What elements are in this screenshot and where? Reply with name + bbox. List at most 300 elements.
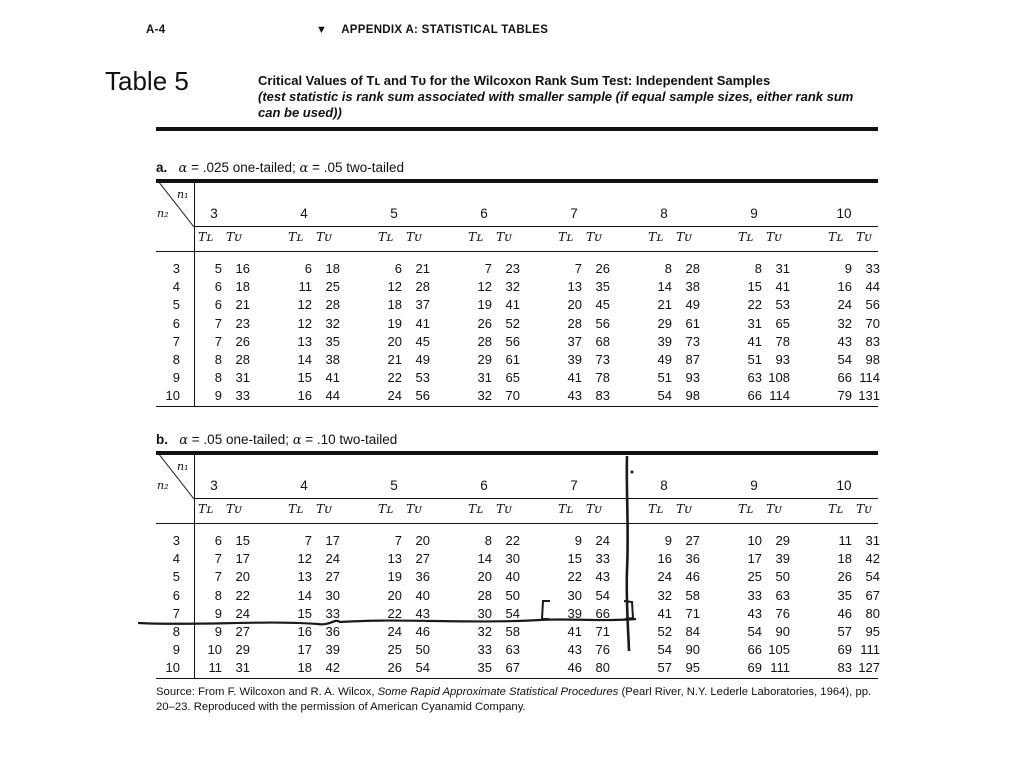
table-subheader-rule: [156, 251, 878, 252]
tl-value: 6: [214, 297, 222, 313]
tl-value: 7: [574, 261, 582, 276]
row-label-n2: 6: [172, 587, 180, 603]
tl-value: 7: [214, 569, 222, 585]
tl-value: 22: [747, 297, 762, 313]
tu-value: 31: [865, 533, 880, 548]
tu-header: Tᴜ: [856, 501, 872, 516]
tu-value: 67: [865, 587, 880, 603]
tu-value: 56: [415, 388, 430, 404]
tl-header: Tʟ: [378, 501, 394, 516]
tl-value: 8: [214, 587, 222, 603]
tu-value: 67: [505, 660, 520, 676]
tl-value: 39: [567, 605, 582, 621]
tu-value: 71: [595, 624, 610, 639]
table-header-rule: [194, 498, 878, 499]
tu-value: 70: [505, 388, 520, 404]
n1-column-header: 6: [480, 206, 488, 221]
tu-value: 33: [325, 605, 340, 621]
tu-value: 54: [505, 605, 520, 621]
tl-value: 8: [214, 370, 222, 386]
tl-value: 12: [297, 297, 312, 313]
table-top-rule: [156, 179, 878, 183]
row-label-n2: 4: [172, 279, 180, 295]
tl-value: 7: [304, 533, 312, 548]
tu-value: 76: [775, 605, 790, 621]
tu-value: 41: [505, 297, 520, 313]
table-top-rule: [156, 451, 878, 455]
tl-value: 54: [657, 642, 672, 658]
tl-value: 52: [657, 624, 672, 639]
tu-value: 63: [775, 587, 790, 603]
tu-value: 70: [865, 315, 880, 331]
tl-value: 9: [844, 261, 852, 276]
tl-value: 13: [387, 551, 402, 567]
tl-value: 10: [747, 533, 762, 548]
tl-value: 11: [208, 660, 222, 676]
tu-value: 78: [775, 333, 790, 349]
tl-value: 46: [837, 605, 852, 621]
tl-header: Tʟ: [198, 229, 214, 244]
row-label-n2: 8: [172, 624, 180, 639]
tu-value: 18: [325, 261, 340, 276]
tl-value: 54: [747, 624, 762, 639]
tu-header: Tᴜ: [226, 501, 242, 516]
tu-value: 25: [325, 279, 340, 295]
tl-value: 39: [567, 352, 582, 367]
heading-text: = .05 one-tailed;: [188, 432, 293, 447]
tl-value: 11: [838, 533, 852, 548]
tu-value: 20: [235, 569, 250, 585]
tl-value: 12: [387, 279, 402, 295]
source-note: [156, 685, 880, 715]
tl-value: 8: [664, 261, 672, 276]
n1-column-header: 5: [390, 478, 398, 493]
row-label-n2: 5: [172, 569, 180, 585]
tu-value: 41: [325, 370, 340, 386]
tl-value: 63: [747, 370, 762, 386]
tu-value: 54: [865, 569, 880, 585]
tu-value: 36: [415, 569, 430, 585]
tu-value: 90: [685, 642, 700, 658]
corner-diagonal-line: [158, 181, 194, 227]
tu-value: 73: [595, 352, 610, 367]
running-title-text: APPENDIX A: STATISTICAL TABLES: [341, 24, 549, 36]
tu-value: 26: [235, 333, 250, 349]
alpha-symbol: α: [178, 161, 188, 176]
tu-value: 16: [235, 261, 250, 276]
tl-value: 19: [387, 569, 402, 585]
tu-value: 21: [415, 261, 430, 276]
tu-value: 41: [415, 315, 430, 331]
tu-value: 111: [770, 660, 790, 676]
tl-value: 9: [664, 533, 672, 548]
tl-value: 7: [214, 333, 222, 349]
section-b-heading: [156, 432, 397, 448]
row-label-n2: 3: [172, 533, 180, 548]
tu-value: 66: [595, 605, 610, 621]
tl-value: 15: [297, 605, 312, 621]
tl-value: 32: [477, 624, 492, 639]
tu-value: 93: [775, 352, 790, 367]
tl-value: 19: [387, 315, 402, 331]
tu-header: Tᴜ: [406, 229, 422, 244]
tu-header: Tᴜ: [316, 229, 332, 244]
tu-value: 73: [685, 333, 700, 349]
tl-value: 57: [657, 660, 672, 676]
tl-header: Tʟ: [558, 501, 574, 516]
tl-value: 51: [657, 370, 672, 386]
tl-value: 31: [747, 315, 762, 331]
tu-value: 53: [415, 370, 430, 386]
heading-text: = .025 one-tailed;: [187, 160, 300, 175]
n1-column-header: 5: [390, 206, 398, 221]
table-title: Critical Values of Tʟ and Tᴜ for the Wilcoxon Rank Sum Test: Independent Samples: [258, 73, 771, 88]
tl-header: Tʟ: [288, 229, 304, 244]
tl-value: 25: [747, 569, 762, 585]
table-bottom-rule: [156, 406, 878, 407]
row-label-n2: 7: [172, 333, 180, 349]
tl-value: 43: [567, 388, 582, 404]
tl-value: 35: [477, 660, 492, 676]
tu-value: 41: [775, 279, 790, 295]
tl-value: 12: [297, 315, 312, 331]
tl-value: 29: [657, 315, 672, 331]
tl-value: 16: [297, 624, 312, 639]
n1-column-header: 6: [480, 478, 488, 493]
tl-value: 7: [214, 551, 222, 567]
tl-value: 13: [297, 333, 312, 349]
tu-header: Tᴜ: [496, 501, 512, 516]
n1-column-header: 8: [660, 478, 668, 493]
tl-header: Tʟ: [468, 501, 484, 516]
tu-value: 46: [685, 569, 700, 585]
tl-value: 20: [567, 297, 582, 313]
tu-value: 52: [505, 315, 520, 331]
tl-value: 9: [214, 624, 222, 639]
tu-value: 21: [235, 297, 250, 313]
table-subtitle: (test statistic is rank sum associated with smaller sample (if equal sample sizes, either rank sum can be used)): [258, 89, 854, 120]
tu-value: 105: [768, 642, 790, 658]
table-bottom-rule: [156, 678, 878, 679]
tu-value: 68: [595, 333, 610, 349]
tl-value: 15: [567, 551, 582, 567]
tu-value: 84: [685, 624, 700, 639]
source-suffix: (Pearl River, N.Y. Lederle Laboratories, 1964), pp. 20–23. Reproduced with the permission of American Cyanamid Company.: [156, 686, 872, 713]
tu-value: 87: [685, 352, 700, 367]
tu-value: 95: [865, 624, 880, 639]
tu-value: 39: [775, 551, 790, 567]
tu-value: 23: [505, 261, 520, 276]
tl-value: 17: [297, 642, 312, 658]
tu-value: 58: [505, 624, 520, 639]
row-label-n2: 3: [172, 261, 180, 276]
tl-value: 25: [387, 642, 402, 658]
tu-value: 43: [415, 605, 430, 621]
tl-value: 7: [394, 533, 402, 548]
tl-value: 20: [477, 569, 492, 585]
tl-value: 26: [837, 569, 852, 585]
tu-value: 76: [595, 642, 610, 658]
tl-value: 54: [837, 352, 852, 367]
tu-value: 18: [235, 279, 250, 295]
tl-value: 18: [297, 660, 312, 676]
tu-value: 45: [415, 333, 430, 349]
tu-header: Tᴜ: [856, 229, 872, 244]
tl-value: 14: [297, 352, 312, 367]
tu-value: 127: [858, 660, 880, 676]
tu-value: 31: [775, 261, 790, 276]
tu-value: 38: [325, 352, 340, 367]
tu-value: 49: [685, 297, 700, 313]
tl-value: 18: [837, 551, 852, 567]
tl-header: Tʟ: [558, 229, 574, 244]
tu-value: 33: [595, 551, 610, 567]
tl-value: 15: [297, 370, 312, 386]
tu-value: 30: [505, 551, 520, 567]
page-number: A-4: [146, 24, 166, 36]
tu-value: 17: [235, 551, 250, 567]
tl-value: 24: [657, 569, 672, 585]
tl-value: 37: [567, 333, 582, 349]
tl-value: 9: [214, 388, 222, 404]
tl-value: 51: [747, 352, 762, 367]
corner-label-n2: n₂: [157, 207, 169, 220]
tl-value: 24: [387, 388, 402, 404]
tl-header: Tʟ: [198, 501, 214, 516]
tl-value: 41: [657, 605, 672, 621]
tl-value: 19: [477, 297, 492, 313]
n1-column-header: 9: [750, 206, 758, 221]
tu-value: 44: [325, 388, 340, 404]
n1-column-header: 4: [300, 206, 308, 221]
tu-value: 24: [595, 533, 610, 548]
tu-header: Tᴜ: [676, 501, 692, 516]
n1-column-header: 7: [570, 478, 578, 493]
tu-value: 28: [235, 352, 250, 367]
tu-value: 44: [865, 279, 880, 295]
tu-value: 108: [768, 370, 790, 386]
tu-value: 46: [415, 624, 430, 639]
n1-column-header: 3: [210, 206, 218, 221]
tu-value: 36: [325, 624, 340, 639]
tl-value: 33: [747, 587, 762, 603]
n1-column-header: 7: [570, 206, 578, 221]
n1-column-header: 4: [300, 478, 308, 493]
tl-value: 66: [837, 370, 852, 386]
tl-value: 43: [567, 642, 582, 658]
tu-value: 29: [775, 533, 790, 548]
tl-value: 54: [657, 388, 672, 404]
tl-value: 30: [567, 587, 582, 603]
tl-value: 32: [657, 587, 672, 603]
tl-value: 30: [477, 605, 492, 621]
tl-value: 13: [297, 569, 312, 585]
tl-value: 9: [214, 605, 222, 621]
tu-value: 80: [865, 605, 880, 621]
tu-value: 20: [415, 533, 430, 548]
tu-header: Tᴜ: [406, 501, 422, 516]
tl-value: 41: [567, 370, 582, 386]
tl-value: 33: [477, 642, 492, 658]
tu-value: 131: [858, 388, 880, 404]
tl-value: 21: [387, 352, 402, 367]
tl-value: 8: [754, 261, 762, 276]
n1-column-header: 9: [750, 478, 758, 493]
tl-value: 6: [214, 279, 222, 295]
tu-value: 49: [415, 352, 430, 367]
tu-value: 83: [865, 333, 880, 349]
tl-value: 6: [214, 533, 222, 548]
tl-value: 15: [747, 279, 762, 295]
tu-value: 78: [595, 370, 610, 386]
tl-value: 21: [657, 297, 672, 313]
source-prefix: Source: From F. Wilcoxon and R. A. Wilcox,: [156, 686, 378, 698]
tl-value: 35: [837, 587, 852, 603]
tl-value: 6: [394, 261, 402, 276]
tl-value: 24: [837, 297, 852, 313]
tu-value: 80: [595, 660, 610, 676]
tu-value: 50: [775, 569, 790, 585]
tl-value: 7: [214, 315, 222, 331]
tu-value: 53: [775, 297, 790, 313]
tl-value: 28: [477, 587, 492, 603]
tl-value: 29: [477, 352, 492, 367]
tu-value: 98: [685, 388, 700, 404]
tl-value: 24: [387, 624, 402, 639]
tl-value: 8: [214, 352, 222, 367]
tu-value: 30: [325, 587, 340, 603]
tl-value: 12: [477, 279, 492, 295]
tu-value: 38: [685, 279, 700, 295]
tl-value: 83: [837, 660, 852, 676]
tu-value: 95: [685, 660, 700, 676]
n1-column-header: 3: [210, 478, 218, 493]
tl-value: 41: [747, 333, 762, 349]
tl-header: Tʟ: [648, 501, 664, 516]
tu-value: 31: [235, 660, 250, 676]
tl-header: Tʟ: [648, 229, 664, 244]
tl-header: Tʟ: [828, 501, 844, 516]
tu-value: 42: [865, 551, 880, 567]
section-letter: a.: [156, 160, 168, 175]
alpha-symbol: α: [292, 433, 302, 448]
corner-diagonal: [156, 453, 196, 501]
tl-value: 32: [837, 315, 852, 331]
tu-value: 27: [685, 533, 700, 548]
tl-value: 43: [747, 605, 762, 621]
table-header-rule: [194, 226, 878, 227]
tu-value: 28: [415, 279, 430, 295]
tl-value: 66: [747, 388, 762, 404]
tu-value: 40: [505, 569, 520, 585]
tu-value: 26: [595, 261, 610, 276]
tl-value: 32: [477, 388, 492, 404]
table-caption: [258, 73, 878, 121]
n1-column-header: 10: [836, 478, 852, 493]
tl-value: 12: [297, 551, 312, 567]
alpha-symbol: α: [179, 433, 189, 448]
tu-value: 33: [235, 388, 250, 404]
tu-value: 28: [685, 261, 700, 276]
tu-value: 17: [325, 533, 340, 548]
tu-header: Tᴜ: [676, 229, 692, 244]
tu-value: 56: [595, 315, 610, 331]
tl-value: 28: [477, 333, 492, 349]
tl-value: 9: [574, 533, 582, 548]
row-label-n2: 7: [172, 605, 180, 621]
tu-header: Tᴜ: [766, 229, 782, 244]
tl-value: 22: [387, 605, 402, 621]
tl-header: Tʟ: [378, 229, 394, 244]
tu-value: 61: [505, 352, 520, 367]
tl-value: 43: [837, 333, 852, 349]
tu-value: 31: [235, 370, 250, 386]
tl-value: 14: [657, 279, 672, 295]
tu-value: 22: [235, 587, 250, 603]
tl-value: 22: [387, 370, 402, 386]
tu-value: 24: [235, 605, 250, 621]
tl-value: 39: [657, 333, 672, 349]
tu-value: 98: [865, 352, 880, 367]
tl-value: 20: [387, 587, 402, 603]
tl-value: 69: [837, 642, 852, 658]
tu-header: Tᴜ: [316, 501, 332, 516]
tl-value: 7: [484, 261, 492, 276]
tu-value: 93: [685, 370, 700, 386]
tu-value: 27: [415, 551, 430, 567]
tu-value: 42: [325, 660, 340, 676]
section-b-table: [156, 449, 878, 679]
tl-header: Tʟ: [738, 229, 754, 244]
table-number: Table 5: [105, 66, 189, 96]
tu-header: Tᴜ: [586, 229, 602, 244]
tl-value: 18: [387, 297, 402, 313]
tu-value: 43: [595, 569, 610, 585]
tl-value: 8: [484, 533, 492, 548]
tl-value: 28: [567, 315, 582, 331]
tu-value: 71: [685, 605, 700, 621]
tl-value: 20: [387, 333, 402, 349]
tl-value: 11: [298, 279, 312, 295]
tu-value: 24: [325, 551, 340, 567]
tu-header: Tᴜ: [766, 501, 782, 516]
tl-value: 26: [387, 660, 402, 676]
tu-value: 90: [775, 624, 790, 639]
tu-value: 23: [235, 315, 250, 331]
tu-value: 39: [325, 642, 340, 658]
row-label-n2: 10: [165, 660, 180, 676]
row-label-n2: 8: [172, 352, 180, 367]
tl-value: 16: [657, 551, 672, 567]
tu-value: 40: [415, 587, 430, 603]
n1-column-header: 10: [836, 206, 852, 221]
tl-header: Tʟ: [288, 501, 304, 516]
tu-value: 29: [235, 642, 250, 658]
corner-label-n2: n₂: [157, 479, 169, 492]
tu-value: 50: [415, 642, 430, 658]
heading-text: = .10 two-tailed: [301, 432, 398, 447]
tu-value: 56: [505, 333, 520, 349]
tu-value: 27: [235, 624, 250, 639]
caption-rule: [156, 127, 878, 131]
tl-value: 22: [567, 569, 582, 585]
row-label-n2: 4: [172, 551, 180, 567]
tu-header: Tᴜ: [586, 501, 602, 516]
tu-value: 32: [505, 279, 520, 295]
section-a-table: [156, 177, 878, 407]
corner-diagonal-line: [158, 453, 194, 499]
tl-value: 13: [567, 279, 582, 295]
